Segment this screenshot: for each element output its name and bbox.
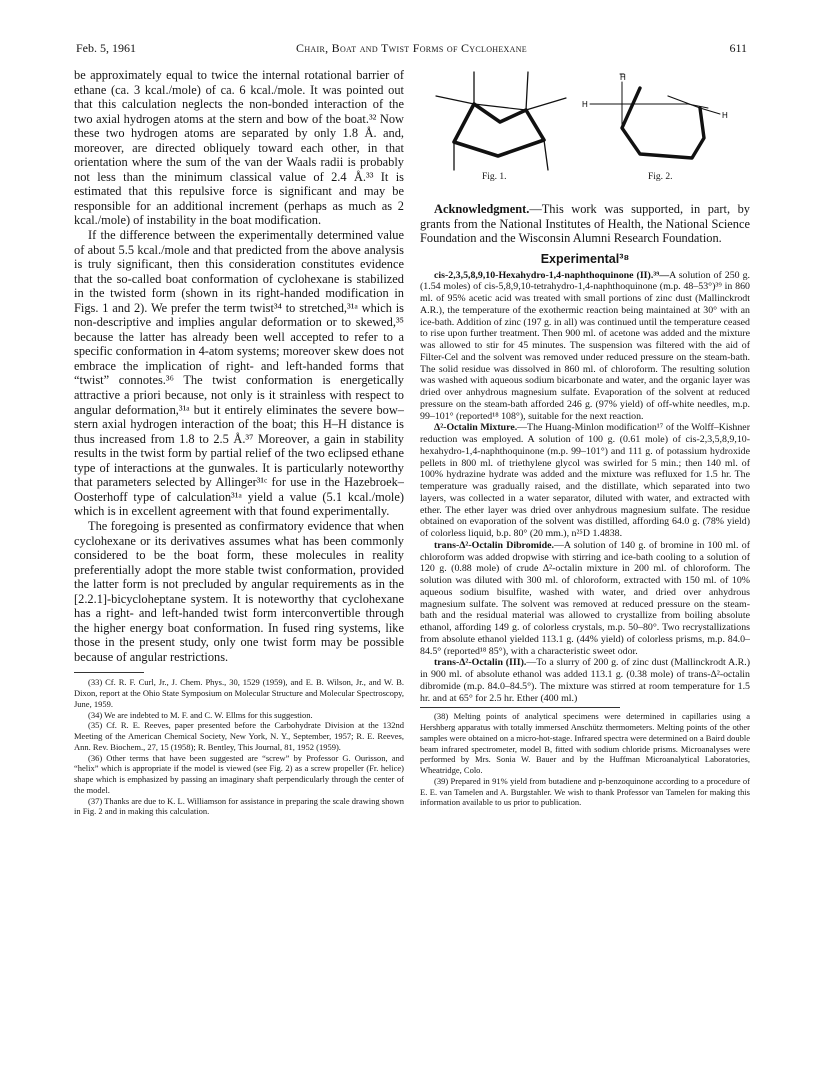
right-column xyxy=(420,68,750,808)
experimental-3-heading: trans-Δ²-Octalin Dibromide. xyxy=(434,539,555,551)
figure-2-caption: Fig. 2. xyxy=(648,172,673,182)
footnote-33: (33) Cf. R. F. Curl, Jr., J. Chem. Phys., 30, 1529 (1959), and E. B. Wilson, Jr., and W. B. Dixon, report at the Ohio State Symposium on Molecular Structure and Molecular Spectroscopy, June, 1959. xyxy=(74,677,404,709)
experimental-2-text: —The Huang-Minlon modification¹⁷ of the Wolff–Kishner reduction was employed. A solution of 100 g. (0.61 mole) of cis-2,3,5,8,9,10-hexahydro-1,4-naphthoquinone (m.p. 99–101°) and 111 g. of potassium hydroxide pellets in 800 ml. of triethylene glycol was swirled for 5 min.; then 140 ml. of 100% hydrazine hydrate was added and the mixture was refluxed for 1.5 hr. The temperature was gradually raised, and the distillate, which separated into two layers, was collected in a water separator, diluted with water, and extracted with ether. The ether layer was dried over anhydrous magnesium sulfate. The residue obtained on evaporation of the solvent was distilled, affording 64.0 g. (78% yield) of colorless liquid, b.p. 80° (20 mm.), n²⁵D 1.4838. xyxy=(420,422,750,540)
footnote-rule xyxy=(74,672,144,673)
footnote-39: (39) Prepared in 91% yield from butadiene and p-benzoquinone according to a procedure of E. E. van Tamelen and A. Burgstahler. We wish to thank Professor van Tamelen for making this information available to us prior to publication. xyxy=(420,775,750,808)
header-page-number: 611 xyxy=(729,41,747,55)
footnote-rule-right xyxy=(420,707,620,708)
experimental-1-text: A solution of 250 g. (1.54 moles) of cis-5,8,9,10-tetrahydro-1,4-naphthoquinone (m.p. 48–53°)³⁹ in 860 ml. of 95% acetic acid was treated with small portions of zinc dust (Mallinckrodt A.R.), the temperature of the exothermic reaction being maintained at 30° with an ice-bath. Addition of zinc (197 g. in all) was continued until the temperature ceased to rise upon further treatment. Then 900 ml. of acetone was added and the mixture was allowed to stir for 45 minutes. The suspension was filtered with the aid of Filter-Cel and the solvent was removed under reduced pressure on the steam-bath. The solid residue was dissolved in 860 ml. of chloroform. The resulting solution was washed with aqueous sodium bicarbonate and water, and the organic layer was dried over anhydrous magnesium sulfate. Evaporation of the solvent at reduced pressure on the steam-bath afforded 246 g. (97% yield) of off-white needles, m.p. 99–101° (reported¹⁸ 108°), suitable for the next reaction. xyxy=(420,269,750,422)
experimental-1-heading: cis-2,3,5,8,9,10-Hexahydro-1,4-naphthoquinone (II).³⁹— xyxy=(434,269,670,281)
footnote-36: (36) Other terms that have been suggested are “screw” by Professor G. Ourisson, and “helix” which is appropriate if the model is viewed (see Fig. 2) as a screw propeller (Fr. helice) shape which is emphasized by passing an imaginary shaft perpendicularly through the center of the model. xyxy=(74,752,404,795)
footnote-35: (35) Cf. R. E. Reeves, paper presented before the Carbohydrate Division at the 132nd Meeting of the American Chemical Society, New York, N. Y., September, 1957; R. E. Reeves, Ann. Rev. Biochem., 27, 15 (1958); R. Bentley, This Journal, 81, 1952 (1959). xyxy=(74,720,404,752)
left-footnotes xyxy=(74,677,404,817)
left-column xyxy=(74,68,404,817)
footnote-38: (38) Melting points of analytical specimens were determined in capillaries using a Hershberg apparatus with totally immersed Anschütz thermometers. Melting points of the other samples were obtained on a micro-hot-stage. Infrared spectra were determined on a Baird double beam infrared spectrometer, model B, fitted with sodium chloride prisms. Microanalyses were performed by Mrs. Sonia W. Bauer and by the Huffman Microanalytical Laboratories, Wheatridge, Colo. xyxy=(420,711,750,776)
hydrogen-label-right: H xyxy=(722,111,728,120)
header-date: Feb. 5, 1961 xyxy=(76,41,136,55)
acknowledgment-heading: Acknowledgment. xyxy=(434,202,530,216)
experimental-hexahydronaphthoquinone xyxy=(420,270,750,423)
figure-2-hydrogen-drawing xyxy=(580,68,750,178)
figure-area xyxy=(420,68,750,196)
figure-1-caption: Fig. 1. xyxy=(482,172,507,182)
experimental-2-heading: Δ²-Octalin Mixture. xyxy=(434,422,518,434)
acknowledgment-text: —This work was supported, in part, by grants from the National Institutes of Health, the National Science Foundation and the Wisconsin Alumni Research Foundation. xyxy=(420,202,750,246)
acknowledgment xyxy=(420,202,750,246)
footnote-34: (34) We are indebted to M. F. and C. W. Ellms for this suggestion. xyxy=(88,709,313,720)
right-footnotes xyxy=(420,711,750,808)
experimental-heading: Experimental³⁸ xyxy=(540,251,630,266)
experimental-octalin-dibromide xyxy=(420,540,750,658)
experimental-4-heading: trans-Δ²-Octalin (III). xyxy=(434,657,527,669)
paragraph-twist-form: If the difference between the experimentally determined value of about 5.5 kcal./mole and that predicted from the above analysis is truly significant, then this consideration constitutes evidence that the so-called boat conformation of cyclohexane is stabilized in the twisted form (shown in its right-handed modification in Figs. 1 and 2). We prefer the term twist³⁴ to stretched,³¹ᵃ which is non-descriptive and implies angular deformation or to skewed,³⁵ because the latter has already been well accepted to refer to a specific conformation in 4-atom systems; moreover skew does not embrace the implication of right- and left-handed forms that “twist” connotes.³⁶ The twist conformation is energetically attractive a priori because, not only is it strainless with respect to angular deformation,³¹ᵃ but it entirely eliminates the severe bow–stern axial hydrogen interaction of the boat; this H–H distance is thus increased from 1.8 to 2.5 Å.³⁷ Moreover, a gain in stability results in the twist form by partial relief of the two eclipsed ethane type of interactions at the gunwales. It is particularly noteworthy that parameters selected by Allinger³¹ᶜ for use in the Hazebroek–Oosterhoff type of calculation³¹ᵃ yield a value (5.1 kcal./mole) which is in excellent agreement with that found experimentally. xyxy=(74,228,404,519)
footnote-37: (37) Thanks are due to K. L. Williamson for assistance in preparing the scale drawing shown in Fig. 2 and in making this calculation. xyxy=(74,795,404,817)
experimental-octalin xyxy=(420,657,750,704)
figure-1-twist-boat-drawing xyxy=(428,68,578,178)
hydrogen-label-top: H xyxy=(620,73,626,82)
paragraph-boat-interaction: be approximately equal to twice the internal rotational barrier of ethane (ca. 3 kcal./mole) of ca. 6 kcal./mole. It was pointed out that this calculation neglects the non-bonded interaction of the two axial hydrogen atoms at the stern and bow of the boat.³² Now these two hydrogen atoms are separated by only 1.8 Å. and, moreover, are directed obliquely toward each other, in that orientation where the sum of the van der Waals radii is probably not less than the minimum classical value of 2.4 Å.³³ It is estimated that this repulsive force is significant and may be responsible for an additional increment (perhaps as much as 2 kcal./mole) of instability in the boat modification. xyxy=(74,68,404,228)
paragraph-confirmatory-evidence: The foregoing is presented as confirmatory evidence that when cyclohexane or its derivatives assumes what has been commonly considered to be the boat form, these molecules in reality preferentially adopt the more stable twist conformation, provided the latter form is not precluded by angular requirements as in the [2.2.1]-bicycloheptane system. It is noteworthy that cyclohexane has a right- and left-handed twist form interconvertible through the higher energy boat conformation. In fused ring systems, like those in the present study, only one twist form may be possible because of angular restrictions. xyxy=(74,518,404,664)
hydrogen-label-left: H xyxy=(582,100,588,109)
header-running-title: Chair, Boat and Twist Forms of Cyclohexane xyxy=(296,41,527,55)
experimental-octalin-mixture xyxy=(420,422,750,540)
experimental-4-text: —To a slurry of 200 g. of zinc dust (Mallinckrodt A.R.) in 900 ml. of absolute ethanol was added 113.1 g. (0.38 mole) of trans-Δ²-octalin dibromide (m.p. 84.0–84.5°). The mixture was stirred at room temperature for 1.5 hr. and at 65° for 2.5 hr. Ether (400 ml.) xyxy=(420,657,750,704)
experimental-3-text: —A solution of 140 g. of bromine in 100 ml. of chloroform was added dropwise with stirring and ice-bath cooling to a solution of 120 g. (0.88 mole) of crude Δ²-octalin mixture in 200 ml. of chloroform. The solution was diluted with 300 ml. of chloroform, extracted with 150 ml. of 10% aqueous sodium bisulfite, washed with water, and dried over anhydrous magnesium sulfate. The solvent was removed at reduced pressure on the steam-bath and the residual material was allowed to crystallize from boiling absolute ethanol, affording 149 g. of colorless crystals, m.p. 50–80°. Two recrystallizations from absolute ethanol yielded 113.1 g. (44% yield) of colorless prisms, m.p. 84.0–84.5° (reported¹⁸ 85°), with a characteristic sweet odor. xyxy=(420,539,750,657)
